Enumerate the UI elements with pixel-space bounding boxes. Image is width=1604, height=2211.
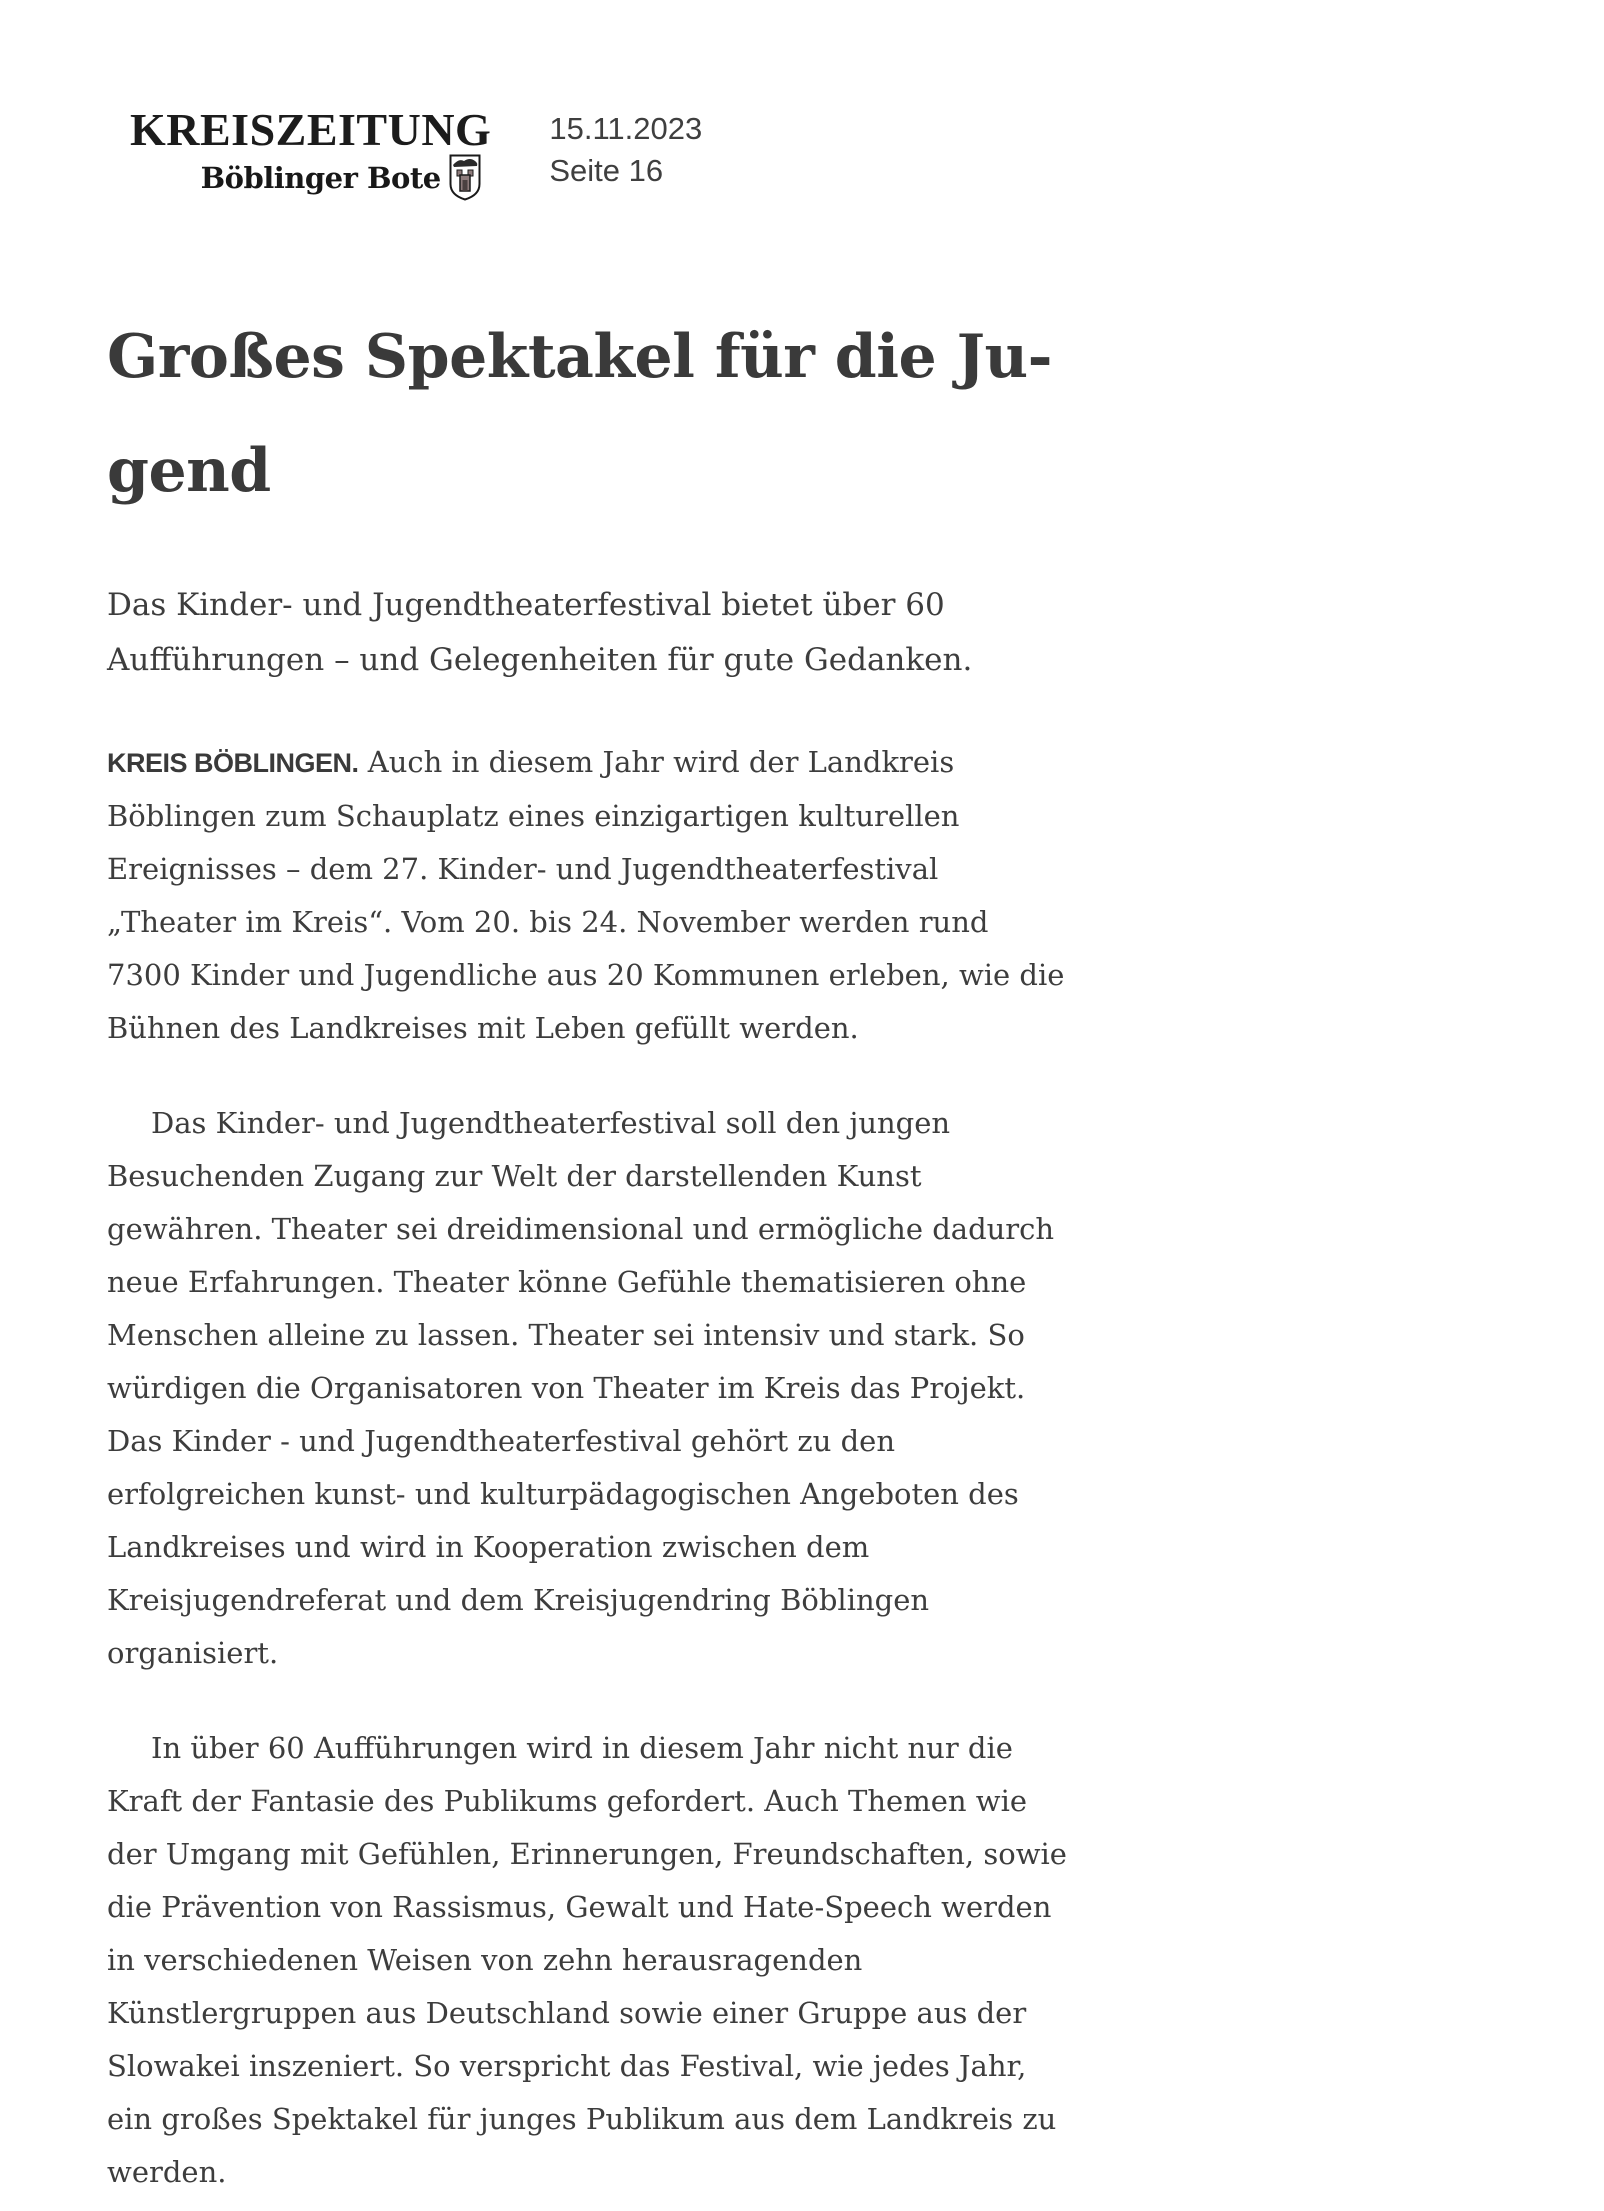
- article-paragraph: [107, 1097, 1067, 1680]
- paragraph-text: Das Kinder- und Jugendtheaterfestival soll den jungen Besuchenden Zugang zur Welt der darstellenden Kunst gewähren. Theater sei dreidimensional und ermögliche dadurch neue Erfahrungen. Theater könne Gefühle thematisieren ohne Menschen alleine zu lassen. Theater sei intensiv und stark. So würdigen die Organisatoren von Theater im Kreis das Projekt. Das Kinder - und Jugendtheaterfestival gehört zu den erfolgreichen kunst- und kulturpädagogischen Angeboten des Landkreises und wird in Kooperation zwischen dem Kreisjugendreferat und dem Kreisjugendring Böblingen organisiert.: [107, 1106, 1055, 1670]
- article-headline: [107, 300, 1067, 528]
- newspaper-name: KREISZEITUNG: [130, 104, 492, 155]
- coat-of-arms-icon: [449, 154, 481, 201]
- paragraph-text: Auch in diesem Jahr wird der Landkreis Böblingen zum Schauplatz eines einzigartigen kulturellen Ereignisses – dem 27. Kinder- und Jugendtheaterfestival „Theater im Kreis“. Vom 20. bis 24. November werden rund 7300 Kinder und Jugendliche aus 20 Kommunen erleben, wie die Bühnen des Landkreises mit Leben gefüllt werden.: [107, 745, 1065, 1045]
- headline-line-1: Großes Spektakel für die Ju-: [107, 322, 1053, 392]
- headline-line-2: gend: [107, 436, 271, 506]
- clipping-date: 15.11.2023: [549, 111, 703, 146]
- page-number: Seite 16: [549, 153, 664, 188]
- article-body: [107, 736, 1067, 2199]
- article-lead: Das Kinder- und Jugendtheaterfestival bietet über 60 Aufführungen – und Gelegenheiten für gute Gedanken.: [107, 587, 973, 678]
- article-paragraph: [107, 736, 1067, 1055]
- newspaper-subtitle-row: [201, 154, 481, 201]
- article: [107, 300, 1067, 2211]
- article-paragraph: [107, 1722, 1067, 2199]
- location-prefix: KREIS BÖBLINGEN.: [107, 748, 359, 778]
- paragraph-text: In über 60 Aufführungen wird in diesem Jahr nicht nur die Kraft der Fantasie des Publikums gefordert. Auch Themen wie der Umgang mit Gefühlen, Erinnerungen, Freundschaften, sowie die Prävention von Rassismus, Gewalt und Hate-Speech werden in verschiedenen Weisen von zehn herausragenden Künstlergruppen aus Deutschland sowie einer Gruppe aus der Slowakei inszeniert. So verspricht das Festival, wie jedes Jahr, ein großes Spektakel für junges Publikum aus dem Landkreis zu werden.: [107, 1731, 1067, 2189]
- newspaper-subtitle: Böblinger Bote: [200, 160, 441, 195]
- clipping-meta: [549, 108, 702, 192]
- masthead: [130, 104, 703, 201]
- newspaper-logo: [130, 104, 492, 201]
